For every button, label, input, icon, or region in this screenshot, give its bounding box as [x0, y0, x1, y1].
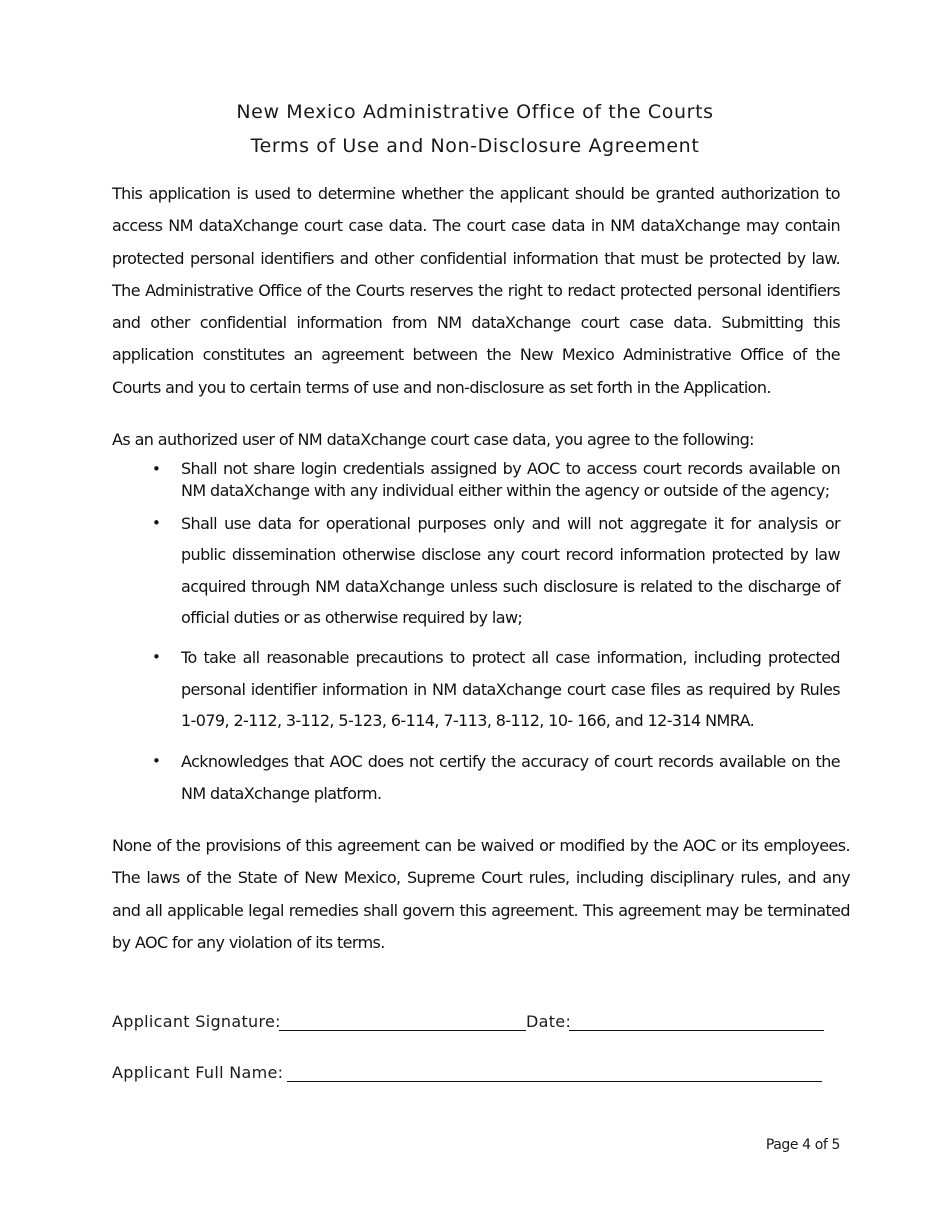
list-item-text: Acknowledges that AOC does not certify the accuracy of court records available on the NM dataXchange platform.	[181, 752, 840, 803]
list-item-text: To take all reasonable precautions to protect all case information, including protected personal identifier information in NM dataXchange court case files as required by Rules 1-079, 2-112, 3-112, 5-123, 6-114, 7-113, 8-112, 10- 166, and 12-314 NMRA.	[181, 648, 840, 730]
bullet-icon: •	[152, 752, 161, 770]
full-name-label: Applicant Full Name:	[112, 1063, 284, 1082]
header-title-line-2: Terms of Use and Non-Disclosure Agreement	[250, 135, 700, 157]
bullet-icon: •	[152, 514, 161, 532]
full-name-line[interactable]	[287, 1081, 822, 1082]
intro-paragraph: This application is used to determine whether the applicant should be granted authorization to access NM dataXchange court case data. The court case data in NM dataXchange may contain protected personal identifiers and other confidential information that must be protected by law. The Administrative Office of the Courts reserves the right to redact protected personal identifiers and other confidential information from NM dataXchange court case data. Submitting this application constitutes an agreement between the New Mexico Administrative Office of the Courts and you to certain terms of use and non-disclosure as set forth in the Application.	[112, 184, 840, 397]
page-number: Page 4 of 5	[765, 1137, 840, 1153]
document-header	[0, 95, 950, 163]
header-title-line-1: New Mexico Administrative Office of the Courts	[236, 101, 714, 123]
bullet-icon: •	[152, 460, 161, 478]
list-item-text: Shall use data for operational purposes only and will not aggregate it for analysis or public dissemination otherwise disclose any court record information protected by law acquired through NM dataXchange unless such disclosure is related to the discharge of official duties or as otherwise required by law;	[181, 514, 840, 627]
agreement-lead: As an authorized user of NM dataXchange court case data, you agree to the following:	[112, 430, 754, 449]
signature-line[interactable]	[279, 1030, 526, 1031]
date-line[interactable]	[569, 1030, 824, 1031]
bullet-icon: •	[152, 648, 161, 666]
list-item-text: Shall not share login credentials assigned by AOC to access court records available on NM dataXchange with any individual either within the agency or outside of the agency;	[181, 459, 840, 500]
signature-label: Applicant Signature:	[112, 1012, 281, 1031]
closing-paragraph: None of the provisions of this agreement can be waived or modified by the AOC or its employees. The laws of the State of New Mexico, Supreme Court rules, including disciplinary rules, and any and all applicable legal remedies shall govern this agreement. This agreement may be terminated by AOC for any violation of its terms.	[112, 836, 850, 952]
date-label: Date:	[526, 1012, 572, 1031]
